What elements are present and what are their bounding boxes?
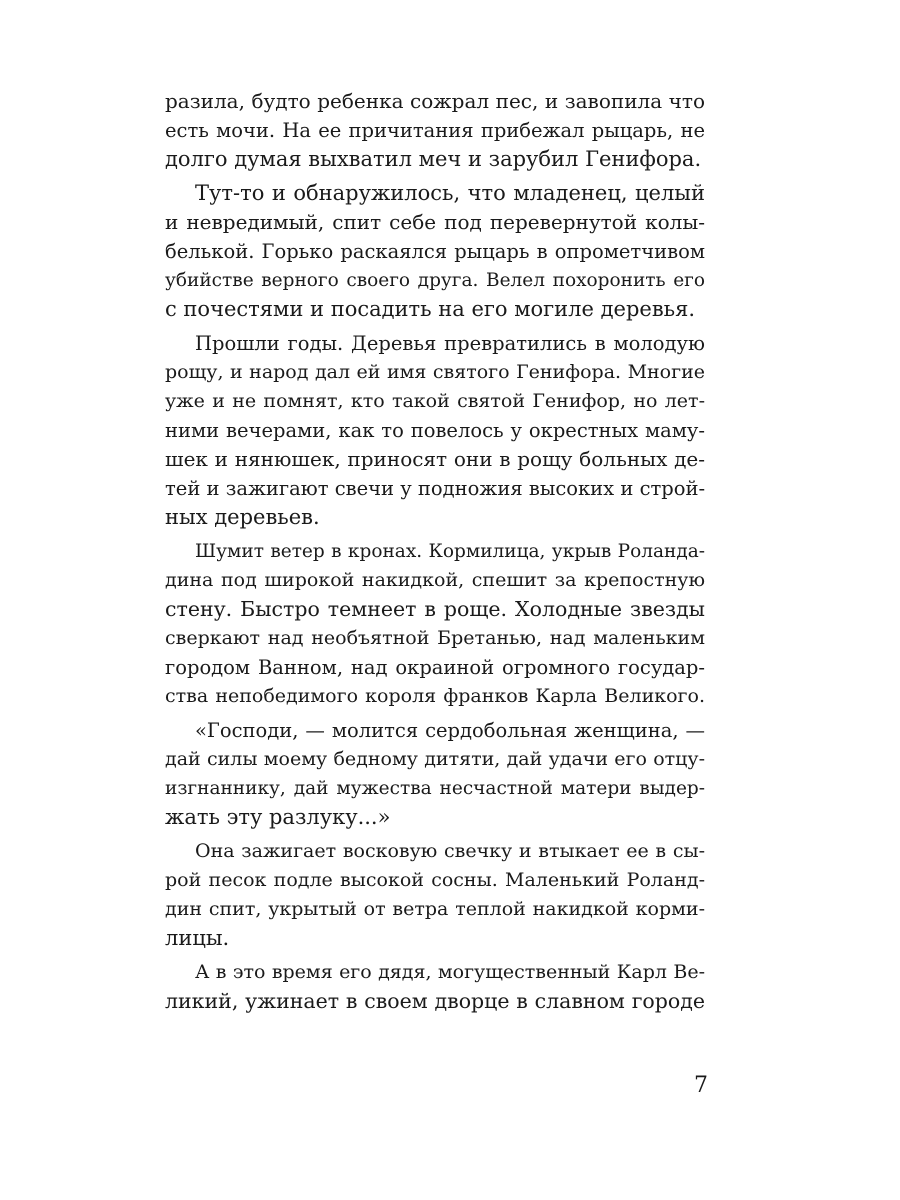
text-line: сверкают над необъятной Бретанью, над маленьким [165, 627, 705, 649]
text-line: изгнаннику, дай мужества несчастной матери выдер- [165, 778, 705, 799]
paragraph-7 [165, 958, 705, 1016]
paragraph-4 [165, 537, 705, 711]
text-line: ных деревьев. [165, 505, 320, 529]
text-line: шек и нянюшек, приносят они в рощу больных де- [165, 447, 705, 471]
paragraph-5 [165, 716, 705, 832]
text-line: стену. Быстро темнеет в роще. Холодные звезды [165, 597, 705, 621]
text-line: ликий, ужинает в своем дворце в славном городе [165, 989, 705, 1013]
paragraph-6 [165, 837, 705, 953]
text-line: дай силы моему бедному дитяти, дай удачи его отцу- [165, 748, 705, 770]
text-line: рощу, и народ дал ей имя святого Генифора. Многие [165, 361, 705, 383]
text-line: уже и не помнят, кто такой святой Генифор, но лет- [165, 390, 705, 412]
text-line: разила, будто ребенка сожрал пес, и завопила что [165, 89, 705, 113]
text-line: ними вечерами, как то повелось у окрестных маму- [165, 419, 705, 442]
text-line: Тут-то и обнаружилось, что младенец, целый [195, 181, 705, 205]
text-line: Прошли годы. Деревья превратились в молодую [195, 332, 705, 355]
text-line: тей и зажигают свечи у подножия высоких и строй- [165, 477, 706, 500]
text-line: рой песок подле высокой сосны. Маленький Роланд- [165, 869, 705, 891]
text-line: и невредимый, спит себе под перевернутой колы- [165, 210, 705, 234]
text-line: «Господи, — молится сердобольная женщина, — [195, 719, 705, 742]
text-line: Шумит ветер в кронах. Кормилица, укрыв Роланда- [195, 541, 705, 562]
page-number: 7 [694, 1073, 708, 1098]
text-line: с почестями и посадить на его могиле деревья. [165, 297, 696, 321]
text-line: ства непобедимого короля франков Карла Великого. [165, 685, 705, 707]
text-line: А в это время его дядя, могущественный Карл Ве- [195, 961, 705, 983]
text-line: дин спит, укрытый от ветра теплой накидкой корми- [165, 898, 705, 920]
text-line: жать эту разлуку...» [165, 805, 391, 829]
text-line: долго думая выхватил меч и зарубил Генифора. [165, 147, 702, 171]
text-line: Она зажигает восковую свечку и втыкает ее в сы- [195, 840, 705, 862]
paragraph-3 [165, 329, 705, 532]
paragraph-1 [165, 87, 705, 174]
text-line: городом Ванном, над окраиной огромного государ- [165, 656, 705, 679]
body-text [165, 87, 705, 1016]
text-line: белькой. Горько раскаялся рыцарь в опрометчивом [165, 240, 705, 263]
text-line: есть мочи. На ее причитания прибежал рыцарь, не [165, 119, 705, 142]
paragraph-2 [165, 179, 705, 324]
text-line: дина под широкой накидкой, спешит за крепостную [165, 569, 705, 591]
text-line: лицы. [165, 926, 230, 950]
text-line: убийстве верного своего друга. Велел похоронить его [165, 270, 705, 291]
